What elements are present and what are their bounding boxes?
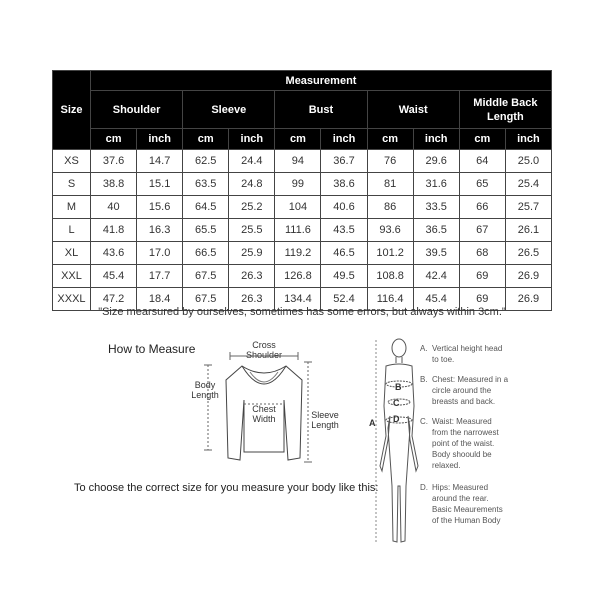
measurement-cell: 43.6 [91, 242, 137, 265]
measurement-cell: 64.5 [183, 196, 229, 219]
measurement-cell: 99 [275, 173, 321, 196]
letter-c: C [393, 398, 400, 408]
group-header-bust: Bust [275, 91, 367, 129]
unit-header: inch [229, 129, 275, 150]
measurement-cell: 33.5 [413, 196, 459, 219]
measure-instruction-text: To choose the correct size for you measure your body like this: [74, 482, 379, 494]
measurement-cell: 24.8 [229, 173, 275, 196]
measurement-cell: 63.5 [183, 173, 229, 196]
measurement-cell: 25.7 [505, 196, 551, 219]
measurement-cell: 37.6 [91, 150, 137, 173]
sleeve-length-label: Sleeve Length [311, 410, 339, 430]
measurement-cell: 25.5 [229, 219, 275, 242]
measurement-cell: 111.6 [275, 219, 321, 242]
measurement-cell: 45.4 [91, 265, 137, 288]
measurement-cell: 42.4 [413, 265, 459, 288]
measurement-cell: 119.2 [275, 242, 321, 265]
measurement-cell: 93.6 [367, 219, 413, 242]
table-row [53, 150, 552, 173]
measurement-cell: 69 [459, 265, 505, 288]
human-body-diagram [372, 336, 422, 556]
size-cell: XXL [53, 265, 91, 288]
body-length-label: Body Length [191, 380, 219, 400]
chest-width-label: Chest Width [252, 404, 276, 424]
measurement-cell: 68 [459, 242, 505, 265]
measurement-cell: 25.9 [229, 242, 275, 265]
size-cell: XS [53, 150, 91, 173]
size-disclaimer-note: "Size mearsured by ourselves, sometimes has some errors, but always within 3cm." [98, 306, 506, 318]
size-header: Size [53, 71, 91, 150]
measurement-cell: 40.6 [321, 196, 367, 219]
unit-header: cm [183, 129, 229, 150]
note-a: A. Vertical height head to toe. [420, 344, 503, 364]
measurement-cell: 26.9 [505, 265, 551, 288]
measurement-cell: 24.4 [229, 150, 275, 173]
measurement-cell: 25.4 [505, 173, 551, 196]
size-chart-table [52, 70, 552, 311]
note-c: C. Waist: Measured from the narrowest point of the waist. Body shoould be relaxed. [420, 417, 499, 470]
group-header-sleeve: Sleeve [183, 91, 275, 129]
measurement-cell: 81 [367, 173, 413, 196]
how-to-measure-title: How to Measure [108, 342, 196, 356]
letter-a: A [369, 418, 376, 428]
measurement-cell: 17.0 [137, 242, 183, 265]
measurement-cell: 67.5 [183, 265, 229, 288]
measurement-cell: 67.5 [183, 288, 229, 311]
measurement-cell: 47.2 [91, 288, 137, 311]
size-cell: L [53, 219, 91, 242]
measurement-cell: 66 [459, 196, 505, 219]
measurement-cell: 25.0 [505, 150, 551, 173]
measurement-cell: 104 [275, 196, 321, 219]
letter-d: D [393, 414, 400, 424]
measurement-cell: 65.5 [183, 219, 229, 242]
measurement-cell: 94 [275, 150, 321, 173]
size-cell: M [53, 196, 91, 219]
cross-shoulder-label: Cross Shoulder [245, 340, 283, 360]
measurement-cell: 26.9 [505, 288, 551, 311]
size-cell: XXXL [53, 288, 91, 311]
unit-header: inch [505, 129, 551, 150]
measurement-cell: 36.7 [321, 150, 367, 173]
unit-header: cm [367, 129, 413, 150]
measurement-cell: 46.5 [321, 242, 367, 265]
measurement-cell: 116.4 [367, 288, 413, 311]
measurement-cell: 16.3 [137, 219, 183, 242]
size-cell: S [53, 173, 91, 196]
measurement-header: Measurement [91, 71, 552, 91]
measurement-cell: 108.8 [367, 265, 413, 288]
measurement-cell: 45.4 [413, 288, 459, 311]
measurement-cell: 67 [459, 219, 505, 242]
measurement-cell: 52.4 [321, 288, 367, 311]
table-row [53, 173, 552, 196]
table-row [53, 242, 552, 265]
unit-header: inch [321, 129, 367, 150]
measurement-cell: 26.3 [229, 265, 275, 288]
unit-header: inch [413, 129, 459, 150]
measurement-cell: 15.6 [137, 196, 183, 219]
measurement-cell: 17.7 [137, 265, 183, 288]
measurement-cell: 76 [367, 150, 413, 173]
measurement-cell: 38.6 [321, 173, 367, 196]
measurement-cell: 31.6 [413, 173, 459, 196]
letter-b: B [395, 382, 402, 392]
unit-header: cm [91, 129, 137, 150]
measurement-cell: 18.4 [137, 288, 183, 311]
measurement-cell: 69 [459, 288, 505, 311]
measurement-cell: 41.8 [91, 219, 137, 242]
measurement-cell: 65 [459, 173, 505, 196]
unit-header: cm [459, 129, 505, 150]
table-row [53, 219, 552, 242]
measurement-cell: 14.7 [137, 150, 183, 173]
measurement-cell: 40 [91, 196, 137, 219]
unit-header: inch [137, 129, 183, 150]
measurement-cell: 29.6 [413, 150, 459, 173]
group-header-shoulder: Shoulder [91, 91, 183, 129]
measurement-cell: 86 [367, 196, 413, 219]
unit-header: cm [275, 129, 321, 150]
measurement-cell: 101.2 [367, 242, 413, 265]
measurement-cell: 26.3 [229, 288, 275, 311]
measurement-cell: 25.2 [229, 196, 275, 219]
table-row [53, 196, 552, 219]
group-header-middle-back-length: Middle Back Length [459, 91, 551, 129]
note-b: B. Chest: Measured in a circle around the breasts and back. [420, 375, 509, 406]
measurement-cell: 39.5 [413, 242, 459, 265]
measurement-cell: 126.8 [275, 265, 321, 288]
measurement-cell: 15.1 [137, 173, 183, 196]
measurement-cell: 134.4 [275, 288, 321, 311]
measurement-cell: 66.5 [183, 242, 229, 265]
size-cell: XL [53, 242, 91, 265]
measurement-cell: 36.5 [413, 219, 459, 242]
note-d: D. Hips: Measured around the rear. Basic Meaurements of the Human Body [420, 483, 503, 525]
measurement-cell: 64 [459, 150, 505, 173]
group-header-waist: Waist [367, 91, 459, 129]
measurement-cell: 26.1 [505, 219, 551, 242]
measurement-cell: 49.5 [321, 265, 367, 288]
table-row [53, 265, 552, 288]
measurement-cell: 26.5 [505, 242, 551, 265]
measurement-cell: 38.8 [91, 173, 137, 196]
measurement-cell: 43.5 [321, 219, 367, 242]
measurement-cell: 62.5 [183, 150, 229, 173]
